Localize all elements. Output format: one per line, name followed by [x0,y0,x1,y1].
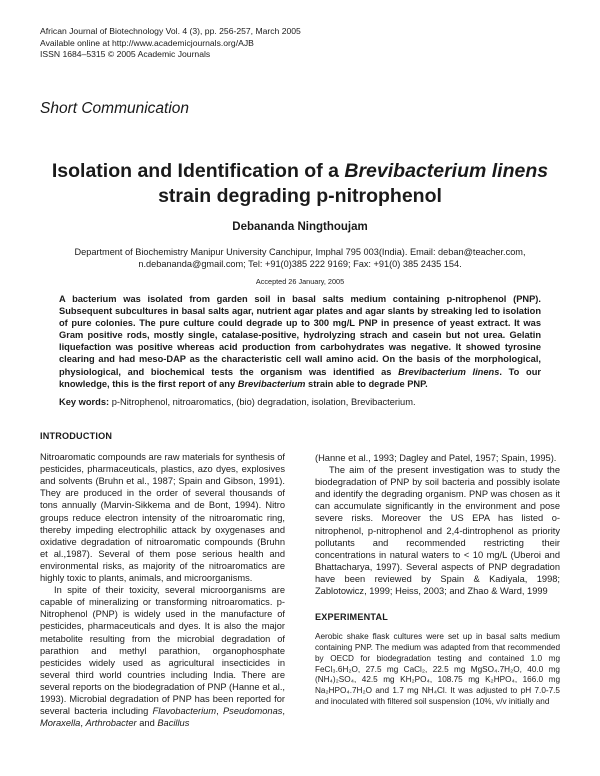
author-name: Debananda Ningthoujam [232,221,368,233]
keywords [59,397,541,407]
intro-paragraph-2 [40,584,285,729]
genus-bacillus: Bacillus [157,718,190,729]
paper-title [0,159,600,209]
section-type: Short Communication [40,100,190,117]
left-column [40,430,285,729]
title-part-2: strain degrading p-nitrophenol [158,185,442,207]
experimental-text: Aerobic shake flask cultures were set up in basal salts medium containing PNP. The medium was adapted from that recommended by OECD for biodegradation testing and contained 1.0 mg FeCl₃.6H₂O, 27.5 mg CaCl₂, 22.5 mg MgSO₄.7H₂O, 40.0 mg (NH₄)₂SO₄, 42.5 mg KH₂PO₄, 108.75 mg K₂HPO₄, 166.0 mg Na₂HPO₄.7H₂O and 1.7 mg NH₄Cl. It was adjusted to pH 7.0-7.5 and inoculated with filtered soil suspension (10%, v/v initially and [315,632,560,706]
keywords-label: Key words: [59,397,110,407]
affiliation-line-2: n.debananda@gmail.com; Tel: +91(0)385 222 9169; Fax: +91(0) 385 2435 154. [138,259,462,269]
experimental-heading: EXPERIMENTAL [315,612,388,623]
intro-paragraph-3: The aim of the present investigation was to study the biodegradation of PNP by soil bacteria and possibly isolate and identify the degrading organism. PNP was chosen as it can accumulate significantly in the environment and pose severe risks. Moreover the US EPA has listed o-nitrophenol, p-nitrophenol and 2,4-dintrophenol as priority pollutants and recommended restricting their concentrations in natural waters to < 10 mg/L (Uberoi and Bhattacharya, 1997). Several aspects of PNP degradation have been reviewed by Spain & Kadiyala, 1998; Zablotowicz, 1999; Heiss, 2003; and Zhao & Ward, 1999 [315,465,560,597]
title-part-1: Isolation and Identification of a [51,160,345,182]
intro-p2-text: In spite of their toxicity, several microorganisms are capable of mineralizing or transforming nitroaromatics. p-Nitrophenol (PNP) is widely used in the manufacture of pesticides, pharmaceuticals and dyes. It is also the major metabolite resulting from the microbial degradation of parathion and methyl parathion, organophosphate pesticides widely used as agricultural insecticides in several third world countries including India. There are several reports on the biodegradation of PNP (Hanne et al., 1993). Microbial degradation of PNP has been reported for several bacteria including [40,585,285,717]
keywords-text: p-Nitrophenol, nitroaromatics, (bio) degradation, isolation, Brevibacterium. [109,397,416,407]
genus-pseudomonas: Pseudomonas [222,706,283,717]
abstract-text-3: strain able to degrade PNP. [305,378,428,389]
abstract-genus: Brevibacterium [237,378,306,389]
sep-4: and [136,718,158,729]
sep-3: , [80,718,86,729]
abstract-text-1: A bacterium was isolated from garden soil in basal salts medium containing p-nitrophenol (PNP). Subsequent subcultures in basal salts agar, nutrient agar plates and agar slants by streaking led to isolation of pure colonies. The pure culture could degrade up to 300 mg/L PNP in presence of yeast extract. It was Gram positive rods, mostly single, catalase-positive, hydrolyzing strach and casein but not urea. Gelatin liquefaction was positive whereas acid production from carbohydrates was negative. It showed tyrosine clearing and had meso-DAP as the characteristic cell wall amino acid. On the basis of the morphological, physiological, and biochemical tests the organism was identified as [59,294,541,377]
sep-1: , [216,706,223,717]
abstract-text-2: . To our knowledge, this is the first report of any [59,366,541,389]
abstract-species: Brevibacterium linens [398,366,500,377]
intro-paragraph-1: Nitroaromatic compounds are raw materials for synthesis of pesticides, pharmaceuticals, plastics, azo dyes, explosives and solvents (Bruhn et al., 1987; Spain and Gibson, 1991). They are produced in the order of several thousands of tons annually (Marvin-Sikkema and de Bont, 1994). Nitro groups reduce electron intensity of the nitroaromatic ring, thereby impeding electrophilic attack by oxygenases and oxidative degradation of nitroaromatic compounds (Bruhn et al.,1987). Several of them pose serious health and environmental risks, as majority of the nitroaromatics are highly toxic to plants, animals, and microorganisms. [40,452,285,584]
genus-moraxella: Moraxella [40,718,81,729]
journal-issn: ISSN 1684–5315 © 2005 Academic Journals [40,49,211,59]
genus-arthrobacter: Arthrobacter [85,718,137,729]
title-species: Brevibacterium linens [344,160,549,182]
journal-header [40,26,301,61]
genus-flavobacterium: Flavobacterium [152,706,217,717]
journal-url: Available online at http://www.academicjournals.org/AJB [40,37,254,48]
intro-continuation: (Hanne et al., 1993; Dagley and Patel, 1957; Spain, 1995). [315,453,557,463]
affiliation [40,246,560,270]
sep-2: , [282,706,285,717]
introduction-heading: INTRODUCTION [40,431,113,441]
journal-citation: African Journal of Biotechnology Vol. 4 (3), pp. 256-257, March 2005 [40,26,301,36]
right-column [315,452,560,708]
abstract [59,293,541,390]
affiliation-line-1: Department of Biochemistry Manipur University Canchipur, Imphal 795 003(India). Email: deban@teacher.com, [74,247,526,257]
accepted-date: Accepted 26 January, 2005 [255,277,345,286]
